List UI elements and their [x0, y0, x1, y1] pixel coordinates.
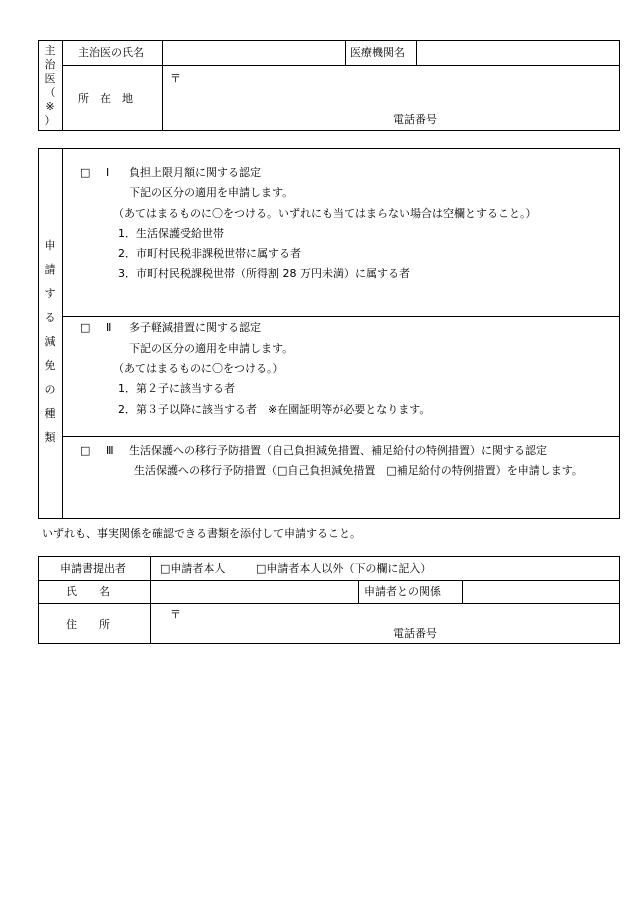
doctor-name-label: 主治医の氏名: [78, 46, 144, 59]
section2-numeral: Ⅱ: [106, 321, 112, 334]
submitter-option-self[interactable]: □申請者本人: [160, 562, 226, 575]
section1-line2: （あてはまるものに〇をつける。いずれにも当てはまらない場合は空欄とすること。）: [113, 207, 537, 220]
section2-line1: 下記の区分の適用を申請します。: [129, 342, 294, 355]
section2-line2: （あてはまるものに〇をつける。）: [113, 362, 284, 375]
submitter-phone-label: 電話番号: [393, 627, 437, 640]
doctor-side-divider: [62, 40, 63, 131]
reduction-side-label: 申 請 す る 減 免 の 種 類: [44, 239, 56, 444]
submitter-name-label: 氏 名: [66, 585, 110, 598]
section2-option-1[interactable]: 1．第２子に該当する者: [118, 382, 235, 395]
doctor-phone-label: 電話番号: [393, 113, 437, 126]
doctor-name-field[interactable]: [163, 41, 344, 64]
submitter-relation-field[interactable]: [463, 581, 619, 602]
doctor-institution-label: 医療機関名: [350, 46, 405, 59]
section1-title: 負担上限月額に関する認定: [129, 166, 261, 179]
reduction-side-divider: [62, 148, 63, 519]
submitter-relation-left-divider: [358, 580, 359, 603]
reduction-section-divider-2: [62, 436, 620, 437]
submitter-address-label: 住 所: [66, 618, 110, 631]
section2-title: 多子軽減措置に関する認定: [129, 321, 261, 334]
section3-line1[interactable]: 生活保護への移行予防措置（□自己負担減免措置 □補足給付の特例措置）を申請します。: [134, 464, 583, 477]
section3-checkbox[interactable]: □: [80, 444, 91, 457]
section1-checkbox[interactable]: □: [80, 166, 91, 179]
section3-title: 生活保護への移行予防措置（自己負担減免措置、補足給付の特例措置）に関する認定: [129, 444, 547, 457]
doctor-address-label: 所 在 地: [78, 92, 133, 105]
submitter-row-divider-2: [38, 603, 620, 604]
submitter-name-field[interactable]: [151, 581, 357, 602]
section1-line1: 下記の区分の適用を申請します。: [129, 186, 294, 199]
section2-checkbox[interactable]: □: [80, 321, 91, 334]
section2-option-2[interactable]: 2．第３子以降に該当する者 ※在園証明等が必要となります。: [118, 403, 431, 416]
section1-option-1[interactable]: 1．生活保護受給世帯: [118, 227, 224, 240]
submitter-option-other[interactable]: □申請者本人以外（下の欄に記入）: [256, 562, 432, 575]
submitter-label: 申請書提出者: [60, 562, 126, 575]
section1-option-2[interactable]: 2．市町村民税非課税世帯に属する者: [118, 247, 301, 260]
section1-numeral: Ⅰ: [106, 166, 110, 179]
doctor-institution-left-divider: [345, 40, 346, 65]
doctor-side-label: 主 治 医 （ ※ ）: [44, 44, 56, 127]
section1-option-3[interactable]: 3．市町村民税課税世帯（所得割 28 万円未満）に属する者: [118, 267, 410, 280]
doctor-institution-field[interactable]: [417, 41, 619, 64]
attachment-note: いずれも、事実関係を確認できる書類を添付して申請すること。: [42, 527, 361, 540]
submitter-postal-mark: 〒: [170, 608, 181, 621]
doctor-row-divider: [62, 65, 620, 66]
reduction-section-divider-1: [62, 316, 620, 317]
doctor-postal-mark: 〒: [170, 72, 181, 85]
section3-numeral: Ⅲ: [106, 444, 114, 457]
submitter-relation-label: 申請者との関係: [364, 585, 441, 598]
